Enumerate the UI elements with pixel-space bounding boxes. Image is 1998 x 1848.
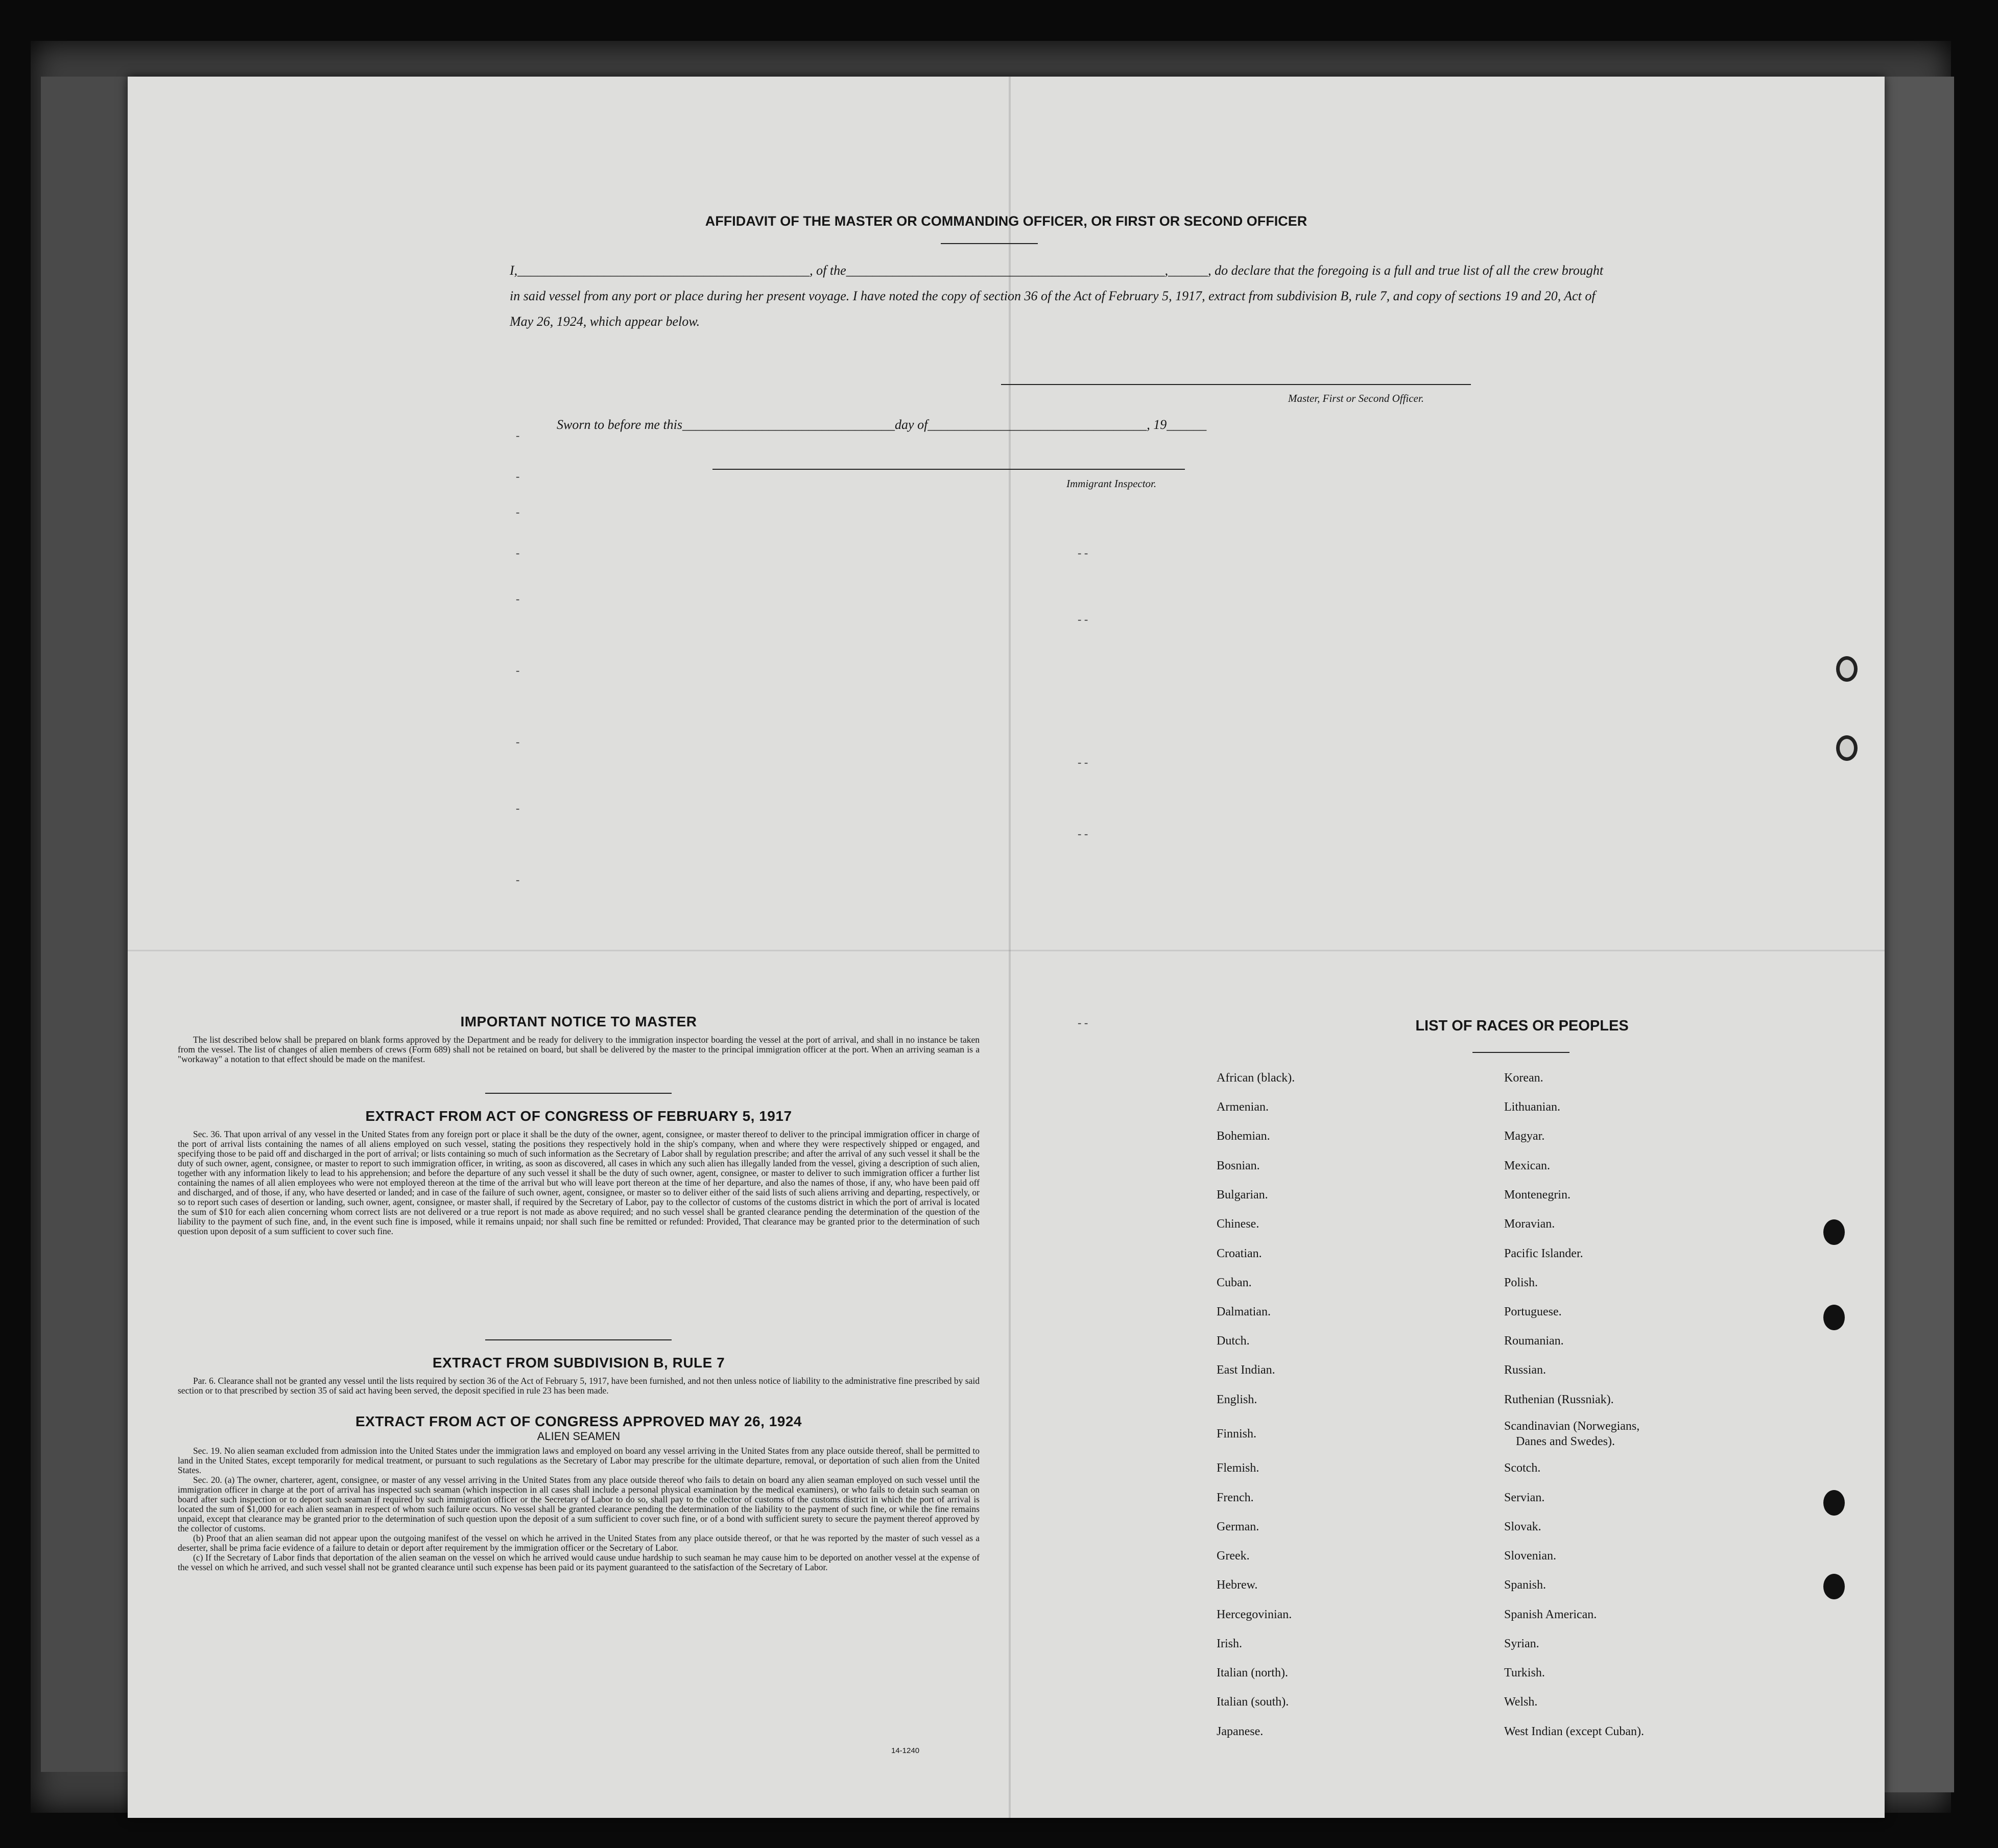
ghost-mark: - -: [1078, 1016, 1088, 1029]
affidavit-title: AFFIDAVIT OF THE MASTER OR COMMANDING OFFICER, OR FIRST OR SECOND OFFICER: [705, 213, 1307, 229]
section-20a-text: Sec. 20. (a) The owner, charterer, agent, consignee, or master of any vessel arriving in the United States from any place outside thereof who fails to detain on board any alien seaman employed on such vessel until the immigration officer in charge at the port of arrival has inspected such seaman (which inspection in all cases shall include a personal physical examination by the medical examiners), or who fails to detain such seaman on board after such inspection or to deport such seaman if required by such immigration officer or the Secretary of Labor to do so, shall pay to the collector of customs of the customs district in which the port of arrival is located the sum of $1,000 for each alien seaman in respect of whom such failure occurs. No vessel shall be granted clearance pending the determination of the liability to the payment of such fine, or while the fine remains unpaid, except that clearance may be granted prior to the determination of such question upon the deposit of a sum sufficient to cover such fine, or of a bond with sufficient surety to secure the payment thereof approved by the collector of customs.: [178, 1475, 980, 1533]
punch-hole: [1823, 1305, 1845, 1330]
race-item: Bosnian.: [1217, 1159, 1260, 1172]
ghost-mark: - -: [1078, 546, 1088, 559]
race-item: Russian.: [1504, 1363, 1547, 1377]
manifest-page: [128, 77, 1885, 1818]
notice-title: IMPORTANT NOTICE TO MASTER: [460, 1014, 697, 1029]
race-item: Japanese.: [1217, 1725, 1264, 1738]
ghost-mark: -: [516, 592, 520, 605]
race-item: Servian.: [1504, 1491, 1545, 1504]
punch-hole: [1836, 735, 1858, 761]
master-signature-label: Master, First or Second Officer.: [1288, 392, 1424, 404]
race-item: Scandinavian (Norwegians,: [1504, 1420, 1640, 1433]
race-item: Danes and Swedes).: [1516, 1435, 1615, 1448]
extract-rule7-title: EXTRACT FROM SUBDIVISION B, RULE 7: [432, 1355, 725, 1371]
race-item: Slovak.: [1504, 1520, 1541, 1533]
race-item: Turkish.: [1504, 1666, 1545, 1679]
fold-line-vertical: [1009, 77, 1011, 1818]
race-item: Italian (south).: [1217, 1695, 1289, 1709]
race-item: Polish.: [1504, 1276, 1538, 1289]
signature-line: [1001, 384, 1471, 385]
fold-line-horizontal: [128, 950, 1885, 951]
races-title: LIST OF RACES OR PEOPLES: [1415, 1018, 1629, 1034]
extract-rule7-text: Par. 6. Clearance shall not be granted any vessel until the lists required by section 36 of the Act of February 5, 1917, have been furnished, and not then unless notice of liability to the administrative fine prescribed by said section or to that prescribed by section 35 of said act having been served, the deposit specified in rule 23 has been made.: [178, 1376, 980, 1396]
sworn-statement: Sworn to before me this________________________________day of_________________________________, 19______: [557, 417, 1207, 432]
ghost-mark: -: [516, 429, 520, 442]
race-item: East Indian.: [1217, 1363, 1275, 1377]
extract-1917-section: [178, 1108, 980, 1236]
punch-hole: [1823, 1490, 1845, 1516]
race-item: Chinese.: [1217, 1217, 1259, 1231]
race-item: Hebrew.: [1217, 1578, 1258, 1592]
notice-text: The list described below shall be prepared on blank forms approved by the Department and be ready for delivery to the immigration inspector boarding the vessel at the port of arrival, and shall in no instance be taken from the vessel. The list of changes of alien members of crews (Form 689) shall not be retained on board, but shall be delivered by the master to the principal immigration officer at the port. When an arriving seaman is a "workaway" a notation to that effect should be made on the manifest.: [178, 1035, 980, 1064]
section-rule: [485, 1339, 672, 1340]
race-item: Portuguese.: [1504, 1305, 1562, 1318]
race-item: Moravian.: [1504, 1217, 1555, 1231]
ghost-mark: - -: [1078, 827, 1088, 840]
ghost-mark: - -: [1078, 613, 1088, 626]
extract-1917-text: Sec. 36. That upon arrival of any vessel in the United States from any foreign port or place it shall be the duty of the owner, agent, consignee, or master thereof to deliver to the principal immigration officer in charge of the port of arrival lists containing the names of all aliens employed on such vessel, stating the positions they respectively hold in the ship's company, when and where they were respectively shipped or engaged, and specifying those to be paid off and discharged in the port of arrival; or lists containing so much of such information as the Secretary of Labor shall by regulation prescribe; and after the arrival of any such vessel it shall be the duty of such owner, agent, consignee, or master to report to such immigration officer, in writing, as soon as discovered, all cases in which any such alien has illegally landed from the vessel, giving a description of such alien, together with any information likely to lead to his apprehension; and before the departure of any such vessel it shall be the duty of such owner, agent, consignee, or master to deliver to such immigration officer a further list containing the names of all alien employees who were not employed thereon at the time of the arrival but who will leave port thereon at the time of her departure, and also the names of those, if any, who have been paid off and discharged, and of those, if any, who have deserted or landed; and in case of the failure of such owner, agent, consignee, or master so to deliver either of the said lists of such aliens arriving and departing, respectively, or so to report such cases of desertion or landing, such owner, agent, consignee, or master shall, if required by the Secretary of Labor, pay to the collector of customs of the customs district in which the port of arrival is located the sum of $10 for each alien concerning whom correct lists are not delivered or a true report is not made as above required; and no such vessel shall be granted clearance pending the determination of the question of the liability to the payment of such fine, and, in the event such fine is imposed, while it remains unpaid; nor shall such fine be remitted or refunded: Provided, That clearance may be granted prior to the determination of such question upon deposit of a sum sufficient to cover such fine.: [178, 1129, 980, 1236]
ghost-mark: -: [516, 470, 520, 483]
ghost-mark: -: [516, 873, 520, 886]
extract-1924-title: EXTRACT FROM ACT OF CONGRESS APPROVED MAY 26, 1924: [355, 1413, 802, 1429]
punch-hole: [1836, 656, 1858, 682]
ghost-mark: -: [516, 546, 520, 559]
race-item: Mexican.: [1504, 1159, 1550, 1172]
race-item: Cuban.: [1217, 1276, 1252, 1289]
race-item: Bulgarian.: [1217, 1188, 1268, 1202]
race-item: Italian (north).: [1217, 1666, 1288, 1679]
race-item: Armenian.: [1217, 1100, 1269, 1114]
race-item: Magyar.: [1504, 1130, 1545, 1143]
races-title-rule: [1472, 1052, 1569, 1053]
race-item: Greek.: [1217, 1549, 1250, 1563]
race-item: Spanish American.: [1504, 1608, 1597, 1621]
extract-1924-subtitle: ALIEN SEAMEN: [537, 1430, 621, 1443]
punch-hole: [1823, 1574, 1845, 1599]
race-item: Hercegovinian.: [1217, 1608, 1292, 1621]
race-item: Roumanian.: [1504, 1334, 1564, 1348]
ghost-mark: - -: [1078, 756, 1088, 769]
notice-section: [178, 1014, 980, 1064]
race-item: Montenegrin.: [1504, 1188, 1571, 1202]
race-item: Slovenian.: [1504, 1549, 1556, 1563]
race-item: West Indian (except Cuban).: [1504, 1725, 1644, 1738]
race-item: Croatian.: [1217, 1247, 1262, 1260]
race-item: Welsh.: [1504, 1695, 1538, 1709]
punch-hole: [1823, 1219, 1845, 1245]
inspector-signature-line: [712, 469, 1185, 470]
ghost-mark: -: [516, 802, 520, 814]
race-item: Bohemian.: [1217, 1130, 1270, 1143]
race-item: Spanish.: [1504, 1578, 1547, 1592]
extract-rule7-section: [178, 1355, 980, 1396]
race-item: Irish.: [1217, 1637, 1242, 1650]
ghost-mark: -: [516, 506, 520, 518]
section-20c-text: (c) If the Secretary of Labor finds that deportation of the alien seaman on the vessel on which he arrived would cause undue hardship to such seaman he may cause him to be deported on another vessel at the expense of the vessel on which he arrived, and such vessel shall not be granted clearance until such expense has been paid or its payment guaranteed to the satisfaction of the Secretary of Labor.: [178, 1552, 980, 1572]
race-item: Syrian.: [1504, 1637, 1539, 1650]
race-item: English.: [1217, 1393, 1257, 1406]
race-item: Finnish.: [1217, 1427, 1257, 1441]
section-19-text: Sec. 19. No alien seaman excluded from admission into the United States under the immigration laws and employed on board any vessel arriving in the United States from any place outside thereof, shall be permitted to land in the United States, except temporarily for medical treatment, or pursuant to such regulations as the Secretary of Labor may prescribe for the ultimate departure, removal, or deportation of such alien from the United States.: [178, 1446, 980, 1475]
race-item: Ruthenian (Russniak).: [1504, 1393, 1614, 1406]
race-item: German.: [1217, 1520, 1259, 1533]
inspector-signature-label: Immigrant Inspector.: [1066, 477, 1157, 490]
race-item: Dalmatian.: [1217, 1305, 1271, 1318]
affidavit-text: I,____________________________________________, of the________________________________________________,______, do declare that the foregoing is a full and true list of all the crew brought in said vessel from any port or place during her present voyage. I have noted the copy of section 36 of the Act of February 5, 1917, extract from subdivision B, rule 7, and copy of sections 19 and 20, Act of May 26, 1924, which appear below.: [510, 263, 1604, 329]
race-item: Scotch.: [1504, 1461, 1541, 1475]
race-item: African (black).: [1217, 1071, 1295, 1085]
race-item: Lithuanian.: [1504, 1100, 1560, 1114]
extract-1924-section: [178, 1413, 980, 1572]
ghost-mark: -: [516, 735, 520, 748]
section-rule: [485, 1093, 672, 1094]
section-20b-text: (b) Proof that an alien seaman did not appear upon the outgoing manifest of the vessel on which he arrived in the United States from any place outside thereof, or that he was reported by the master of such vessel as a deserter, shall be prima facie evidence of a failure to detain or deport after requirement by the immigration officer or the Secretary of Labor.: [178, 1533, 980, 1553]
race-item: Korean.: [1504, 1071, 1543, 1085]
extract-1917-title: EXTRACT FROM ACT OF CONGRESS OF FEBRUARY 5, 1917: [365, 1108, 792, 1124]
ghost-mark: -: [516, 664, 520, 677]
race-item: Dutch.: [1217, 1334, 1250, 1348]
title-rule: [941, 243, 1038, 244]
race-item: French.: [1217, 1491, 1254, 1504]
race-item: Pacific Islander.: [1504, 1247, 1583, 1260]
form-number: 14-1240: [891, 1746, 920, 1755]
race-item: Flemish.: [1217, 1461, 1259, 1475]
